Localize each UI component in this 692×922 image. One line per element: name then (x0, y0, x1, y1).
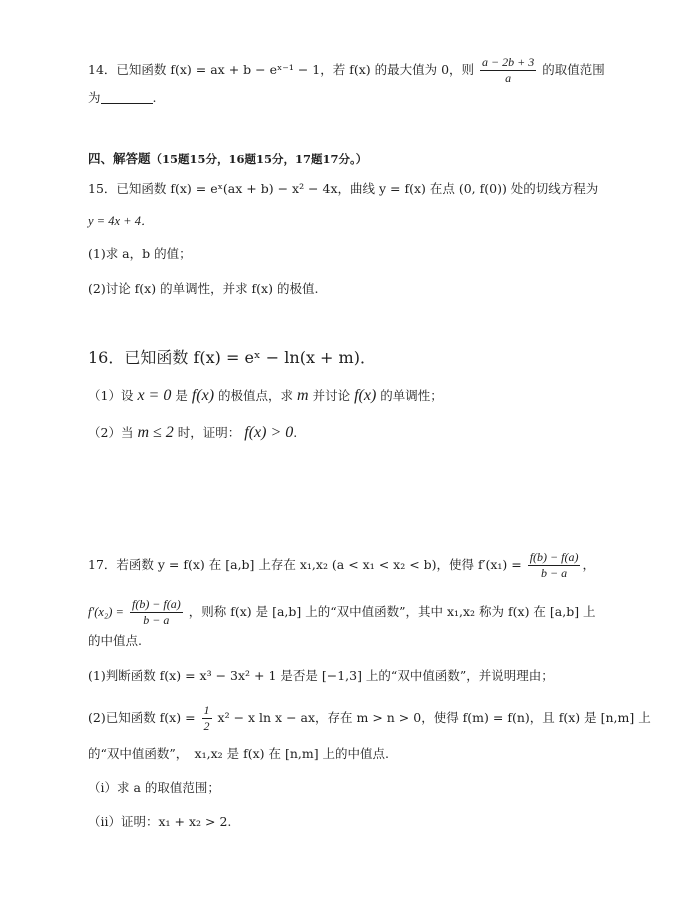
q17-frac1-denominator: b − a (528, 565, 581, 581)
q14-text: 14．已知函数 f(x) = ax + b − eˣ⁻¹ − 1，若 f(x) 的最大值为 0，则 (88, 62, 475, 77)
q17-part2-frac-denominator: 2 (203, 719, 210, 733)
q14-frac-denominator: a (480, 70, 536, 86)
q17-fraction-2 (130, 597, 183, 628)
q14-line2-suffix: . (152, 90, 157, 105)
q15-line1: 15．已知函数 f(x) = eˣ(ax + b) − x² − 4x，曲线 y = f(x) 在点 (0, f(0)) 处的切线方程为 (88, 181, 599, 196)
q15-line2: y = 4x + 4． (88, 214, 154, 228)
section-heading (88, 151, 367, 167)
q16-line1 (88, 350, 376, 367)
q16-part1 (88, 388, 443, 404)
q17-frac1-numerator: f(b) − f(a) (529, 550, 579, 564)
q17-part2 (88, 703, 651, 734)
q14-line1 (88, 55, 605, 86)
q16-part1-text-is: 是 (175, 388, 188, 403)
q14-frac-numerator: a − 2b + 3 (482, 55, 535, 69)
q14-line2-prefix: 为 (88, 90, 101, 105)
q14-text-tail: 的取值范围 (542, 62, 605, 77)
q16-part1-math-x: x = 0 (137, 387, 172, 404)
q16-text: 16．已知函数 f(x) = eˣ − ln(x + m)． (88, 348, 376, 367)
q16-part1-text-monotone: 的单调性； (380, 388, 443, 403)
q16-part2-text-prove: 时，证明： (177, 425, 241, 440)
q17-line1-text: 17．若函数 y = f(x) 在 [a,b] 上存在 x₁,x₂ (a < x₁ < x₂ < b)，使得 f′(x₁) = (88, 557, 522, 572)
q17-fraction-1 (528, 550, 581, 581)
q17-line3: 的中值点. (88, 633, 142, 648)
q15-part2: (2)讨论 f(x) 的单调性，并求 f(x) 的极值. (88, 281, 319, 296)
q16-part1-math-fx2: f(x) (354, 387, 377, 404)
q16-part2 (88, 425, 297, 441)
q15-part1: (1)求 a，b 的值； (88, 246, 192, 261)
q14-fraction (480, 55, 536, 86)
q16-part1-math-fx: f(x) (191, 387, 215, 404)
q17-frac2-denominator: b − a (130, 612, 183, 628)
q17-sub2: （ii）证明：x₁ + x₂ > 2. (88, 814, 232, 829)
q17-line1-comma: ， (582, 557, 595, 572)
q16-part1-text-discuss: 并讨论 (312, 388, 351, 403)
q17-frac2-numerator: f(b) − f(a) (131, 597, 181, 611)
q16-part1-text-extreme: 的极值点，求 (218, 388, 294, 403)
q16-part1-math-m: m (297, 387, 309, 404)
section-title: 四、解答题 (88, 151, 151, 166)
q17-continuation: 的“双中值函数”， x₁,x₂ 是 f(x) 在 [n,m] 上的中值点. (88, 746, 390, 761)
q17-part1: (1)判断函数 f(x) = x³ − 3x² + 1 是否是 [−1,3] 上的“双中值函数”，并说明理由； (88, 668, 554, 683)
q17-part2-text: (2)已知函数 f(x) = (88, 710, 196, 725)
q16-part2-period: . (293, 425, 298, 440)
section-note: （15题15分，16题15分，17题17分。） (150, 152, 368, 166)
q17-sub1: （i）求 a 的取值范围； (88, 780, 220, 795)
answer-blank (101, 91, 153, 104)
q16-part1-label: （1）设 (88, 388, 134, 403)
q16-part2-math-m: m ≤ 2 (137, 424, 174, 441)
q17-part2-text-tail: x² − x ln x − ax，存在 m > n > 0，使得 f(m) = f(n)，且 f(x) 是 [n,m] 上 (217, 710, 651, 725)
q17-part2-frac-numerator: 1 (203, 703, 210, 717)
q16-part2-math-fx: f(x) > 0 (244, 424, 294, 441)
q17-line1 (88, 550, 595, 581)
q17-line2 (88, 597, 596, 628)
q14-line2 (88, 90, 157, 106)
q17-line2-text: ，则称 f(x) 是 [a,b] 上的“双中值函数”，其中 x₁,x₂ 称为 f(x) 在 [a,b] 上 (188, 604, 596, 619)
q17-line2-lhs: f′(x₂) = (88, 605, 124, 619)
q16-part2-label: （2）当 (88, 425, 134, 440)
q17-part2-fraction (202, 703, 212, 734)
